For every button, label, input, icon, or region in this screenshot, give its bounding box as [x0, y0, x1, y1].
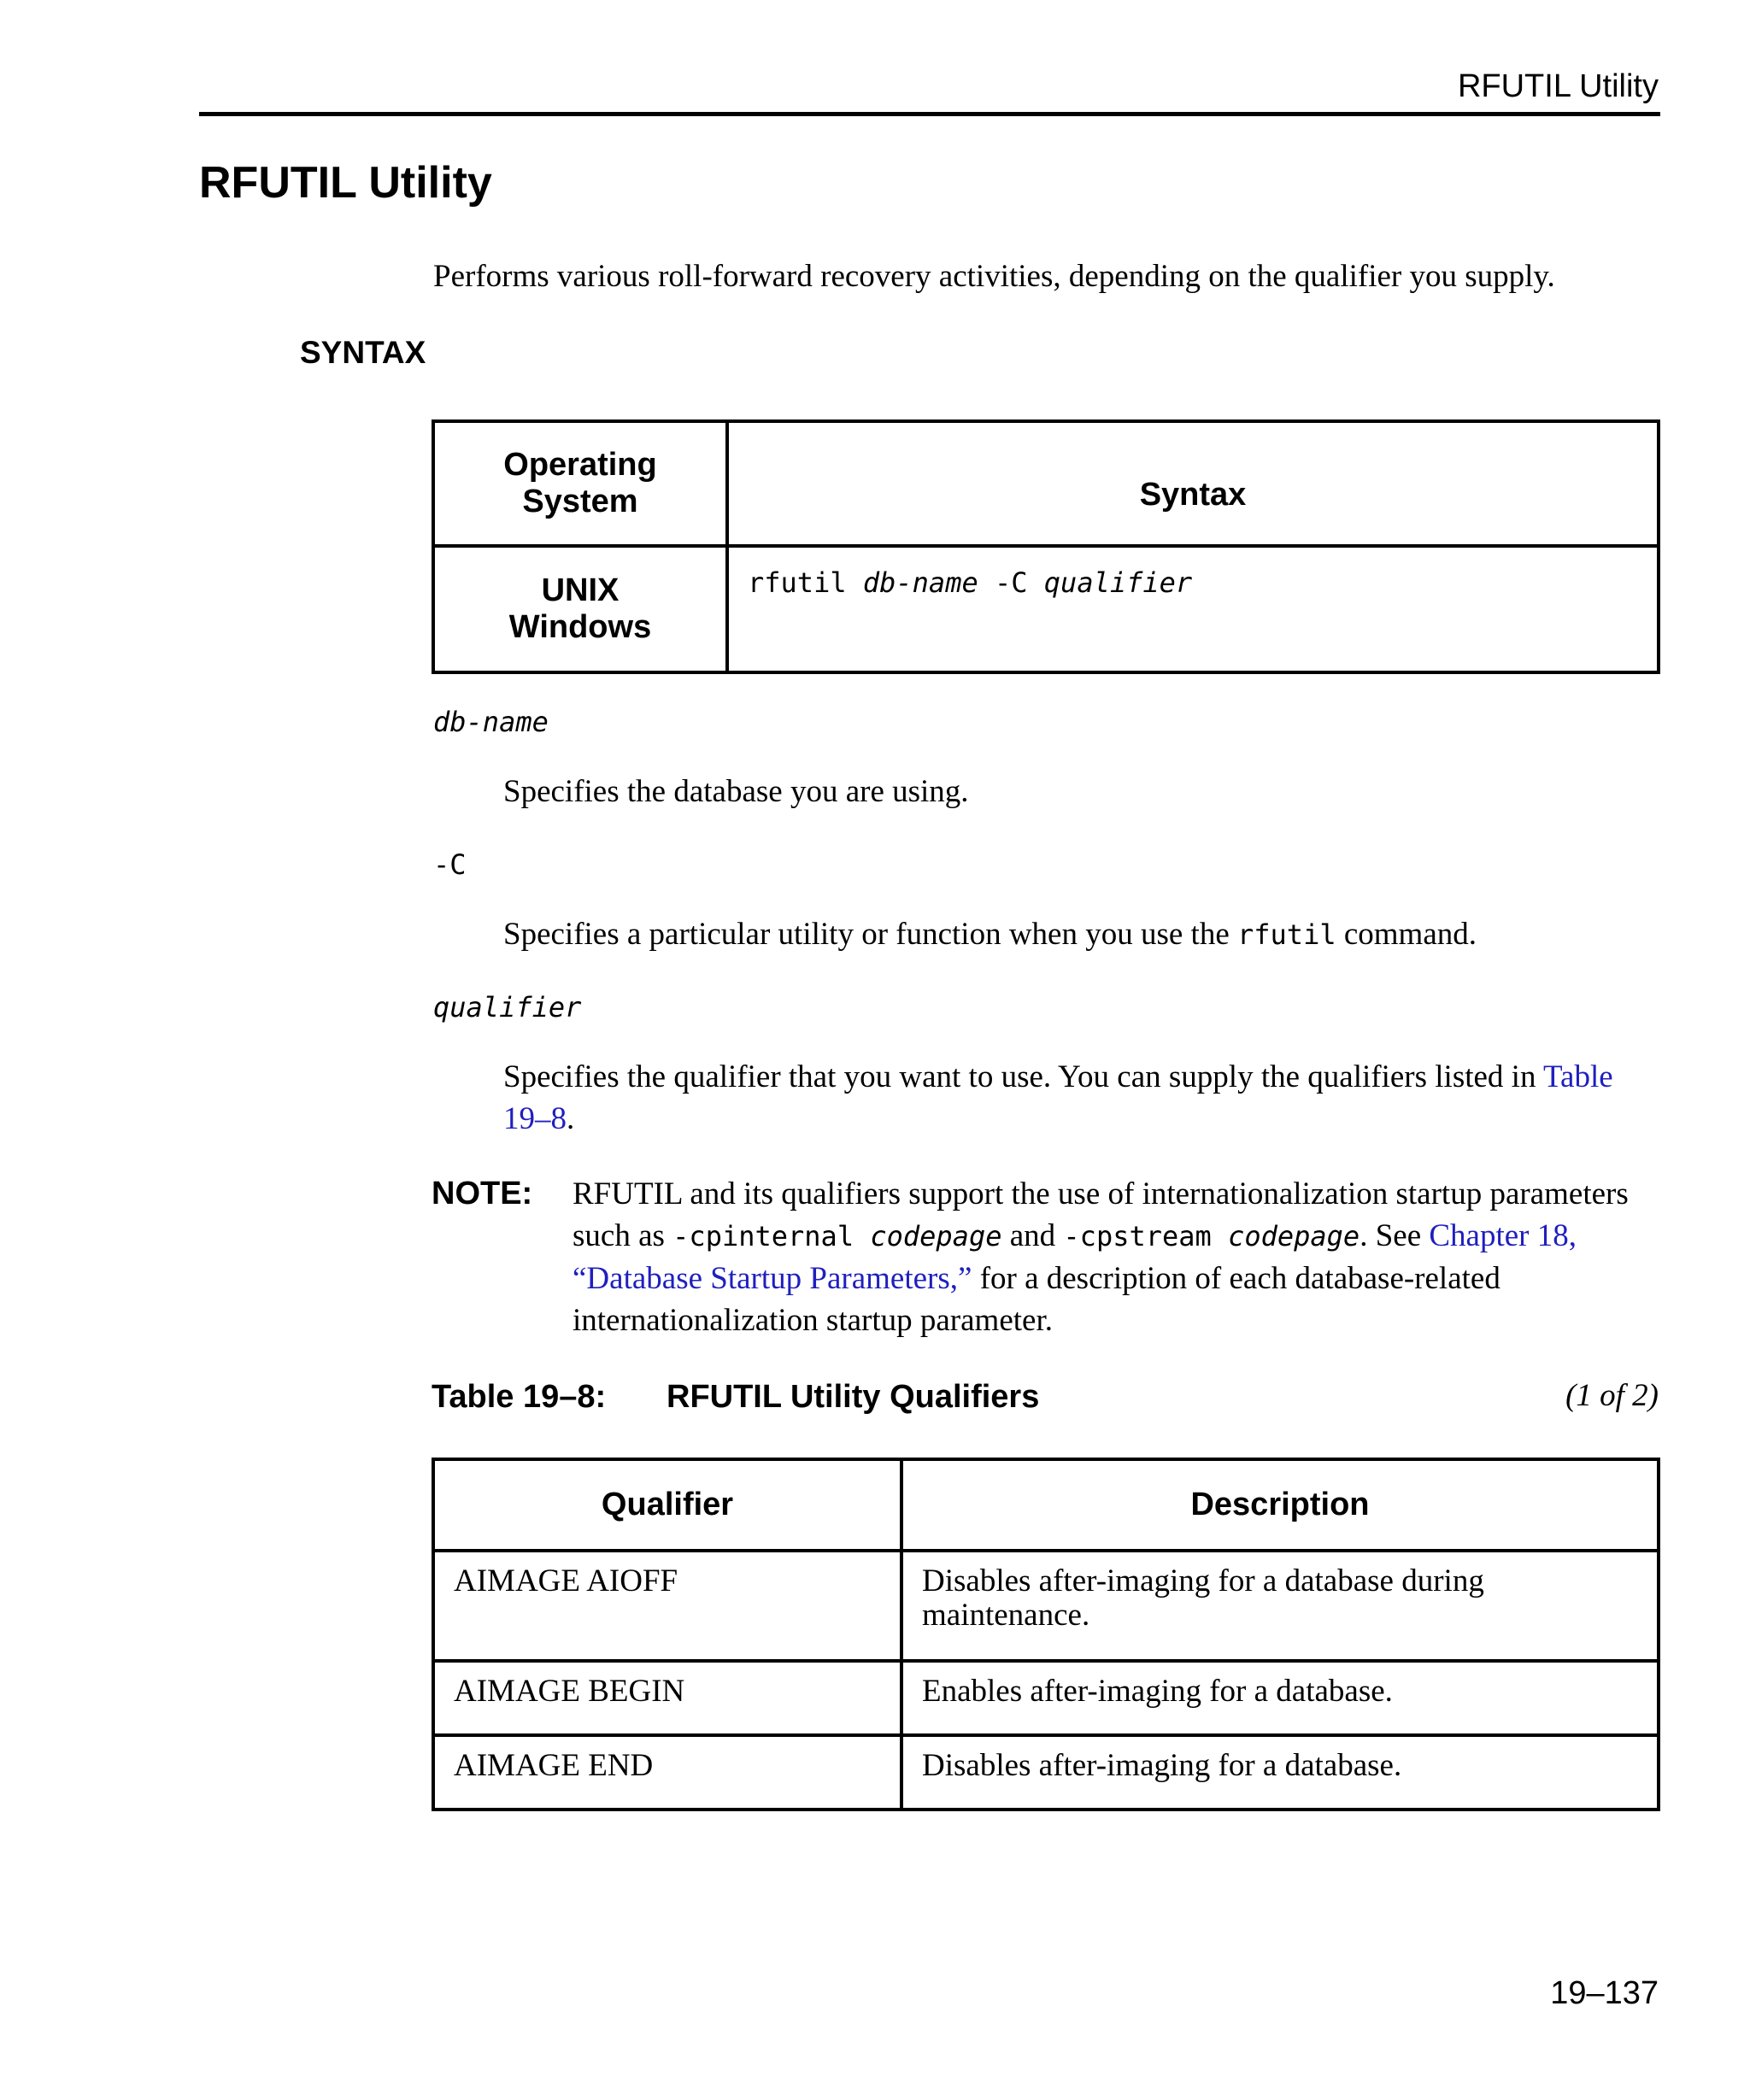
param-desc-c-code: rfutil [1237, 918, 1336, 951]
note-body [573, 1173, 1666, 1341]
table-19-8-link-cont[interactable]: 19–8 [503, 1101, 567, 1136]
cmd-flag: -C [978, 566, 1044, 599]
param-term-db-name: db-name [433, 706, 549, 738]
note-text-2: such as [573, 1218, 673, 1253]
intro-paragraph: Performs various roll-forward recovery activities, depending on the qualifier you supply. [433, 259, 1555, 294]
note-text-5: for a description of each database-related [972, 1261, 1500, 1296]
os-windows: Windows [508, 609, 652, 645]
description-cell: Enables after-imaging for a database. [901, 1661, 1659, 1735]
qualifier-column-header: Qualifier [433, 1459, 901, 1551]
running-header: RFUTIL Utility [1457, 68, 1659, 104]
table-row [433, 1551, 1659, 1661]
param-desc-c-text2: command. [1336, 917, 1477, 952]
table-caption-title: RFUTIL Utility Qualifiers [667, 1379, 1040, 1415]
os-unix: UNIX [541, 572, 620, 608]
note-code-cpstream: -cpstream [1063, 1220, 1229, 1252]
syntax-column-header: Syntax [727, 421, 1659, 546]
chapter-18-link[interactable]: Chapter 18, [1429, 1218, 1577, 1253]
description-cell: Disables after-imaging for a database. [901, 1735, 1659, 1810]
qualifiers-header-row [433, 1459, 1659, 1551]
database-startup-parameters-link[interactable]: “Database Startup Parameters,” [573, 1261, 972, 1296]
page-number: 19–137 [1550, 1975, 1659, 2011]
description-column-header: Description [901, 1459, 1659, 1551]
param-desc-qualifier [503, 1056, 1665, 1140]
os-header-line2: System [522, 484, 638, 519]
table-caption-number: Table 19–8: [432, 1379, 607, 1415]
table-row [433, 1661, 1659, 1735]
syntax-table [432, 419, 1660, 674]
syntax-table-header-row [433, 421, 1659, 546]
cmd-qualifier: qualifier [1043, 566, 1193, 599]
param-term-qualifier: qualifier [433, 991, 582, 1024]
param-term-c: -C [433, 848, 467, 881]
note-text-6: internationalization startup parameter. [573, 1303, 1053, 1338]
note-code-cpstream-arg: codepage [1228, 1220, 1360, 1252]
os-column-header [433, 421, 727, 546]
os-header-line1: Operating [503, 447, 657, 483]
param-desc-db-name: Specifies the database you are using. [503, 774, 969, 809]
note-code-cpinternal-arg: codepage [870, 1220, 1002, 1252]
page-title: RFUTIL Utility [199, 158, 492, 208]
note-text-4: . See [1359, 1218, 1430, 1253]
os-cell [433, 546, 727, 672]
param-desc-c-text1: Specifies a particular utility or function when you use the [503, 917, 1237, 952]
syntax-command-cell [727, 546, 1659, 672]
note-text-1: RFUTIL and its qualifiers support the use of internationalization startup parameters [573, 1176, 1629, 1211]
cmd-prefix: rfutil [748, 566, 863, 599]
table-row [433, 1735, 1659, 1810]
table-19-8-link[interactable]: Table [1543, 1059, 1613, 1094]
param-desc-c [503, 913, 1477, 956]
qualifier-cell: AIMAGE BEGIN [433, 1661, 901, 1735]
qualifier-cell: AIMAGE END [433, 1735, 901, 1810]
syntax-heading: SYNTAX [300, 335, 426, 370]
note-label: NOTE: [432, 1176, 533, 1211]
note-text-3: and [1001, 1218, 1064, 1253]
cmd-db-name: db-name [862, 566, 978, 599]
param-desc-qualifier-text: Specifies the qualifier that you want to use. You can supply the qualifiers listed in [503, 1059, 1544, 1094]
header-rule [199, 112, 1660, 116]
param-desc-qualifier-end: . [567, 1101, 575, 1136]
note-code-cpinternal: -cpinternal [672, 1220, 871, 1252]
qualifier-cell: AIMAGE AIOFF [433, 1551, 901, 1661]
table-caption-part: (1 of 2) [1565, 1378, 1659, 1413]
description-cell: Disables after-imaging for a database during maintenance. [901, 1551, 1659, 1661]
qualifiers-table [432, 1458, 1660, 1811]
syntax-table-row [433, 546, 1659, 672]
